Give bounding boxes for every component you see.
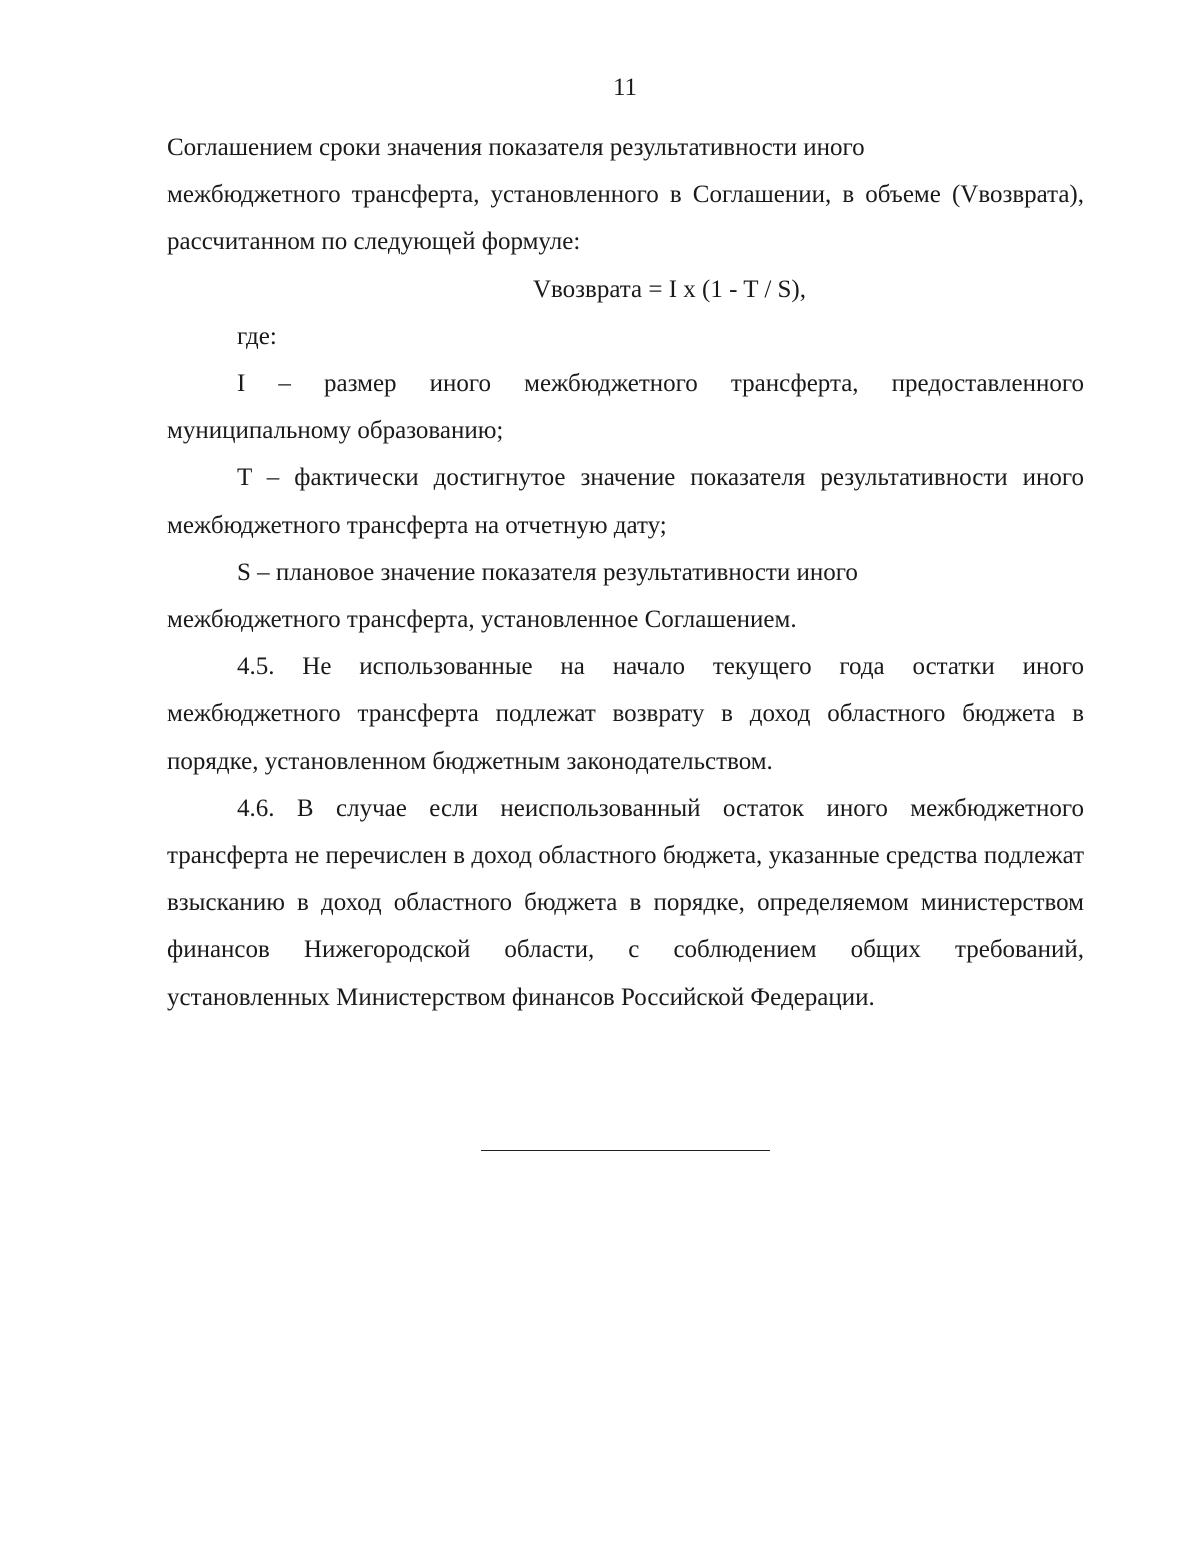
definition-i: I – размер иного межбюджетного трансферта, предоставленного муниципальному образованию;: [167, 370, 1084, 445]
paragraph-intro-line1: Соглашением сроки значения показателя результативности иного: [167, 134, 865, 161]
clause-4-5: 4.5. Не использованные на начало текущего года остатки иного межбюджетного трансферта подлежат возврату в доход областного бюджета в порядке, установленном бюджетным законодательством.: [167, 653, 1084, 775]
page-number: 11: [612, 74, 638, 101]
formula: Vвозврата = I x (1 - T / S),: [532, 275, 806, 303]
definition-s-line1: S – плановое значение показателя результативности иного: [237, 558, 858, 586]
clause-4-6: 4.6. В случае если неиспользованный остаток иного межбюджетного трансферта не перечислен в доход областного бюджета, указанные средства подлежат взысканию в доход областного бюджета в порядке, определяемом министерством финансов Нижегородской области, с соблюдением общих требований, установленных Министерством финансов Российской Федерации.: [167, 794, 1084, 1011]
definition-s: межбюджетного трансферта, установленное Соглашением.: [167, 606, 797, 634]
where-label: где:: [237, 322, 277, 350]
paragraph-intro: межбюджетного трансферта, установленного в Соглашении, в объеме (Vвозврата), рассчитанном по следующей формуле:: [167, 181, 1084, 256]
separator-line: [481, 1150, 770, 1151]
definition-t: T – фактически достигнутое значение показателя результативности иного межбюджетного трансферта на отчетную дату;: [167, 464, 1084, 539]
document-body: [167, 124, 1084, 1021]
